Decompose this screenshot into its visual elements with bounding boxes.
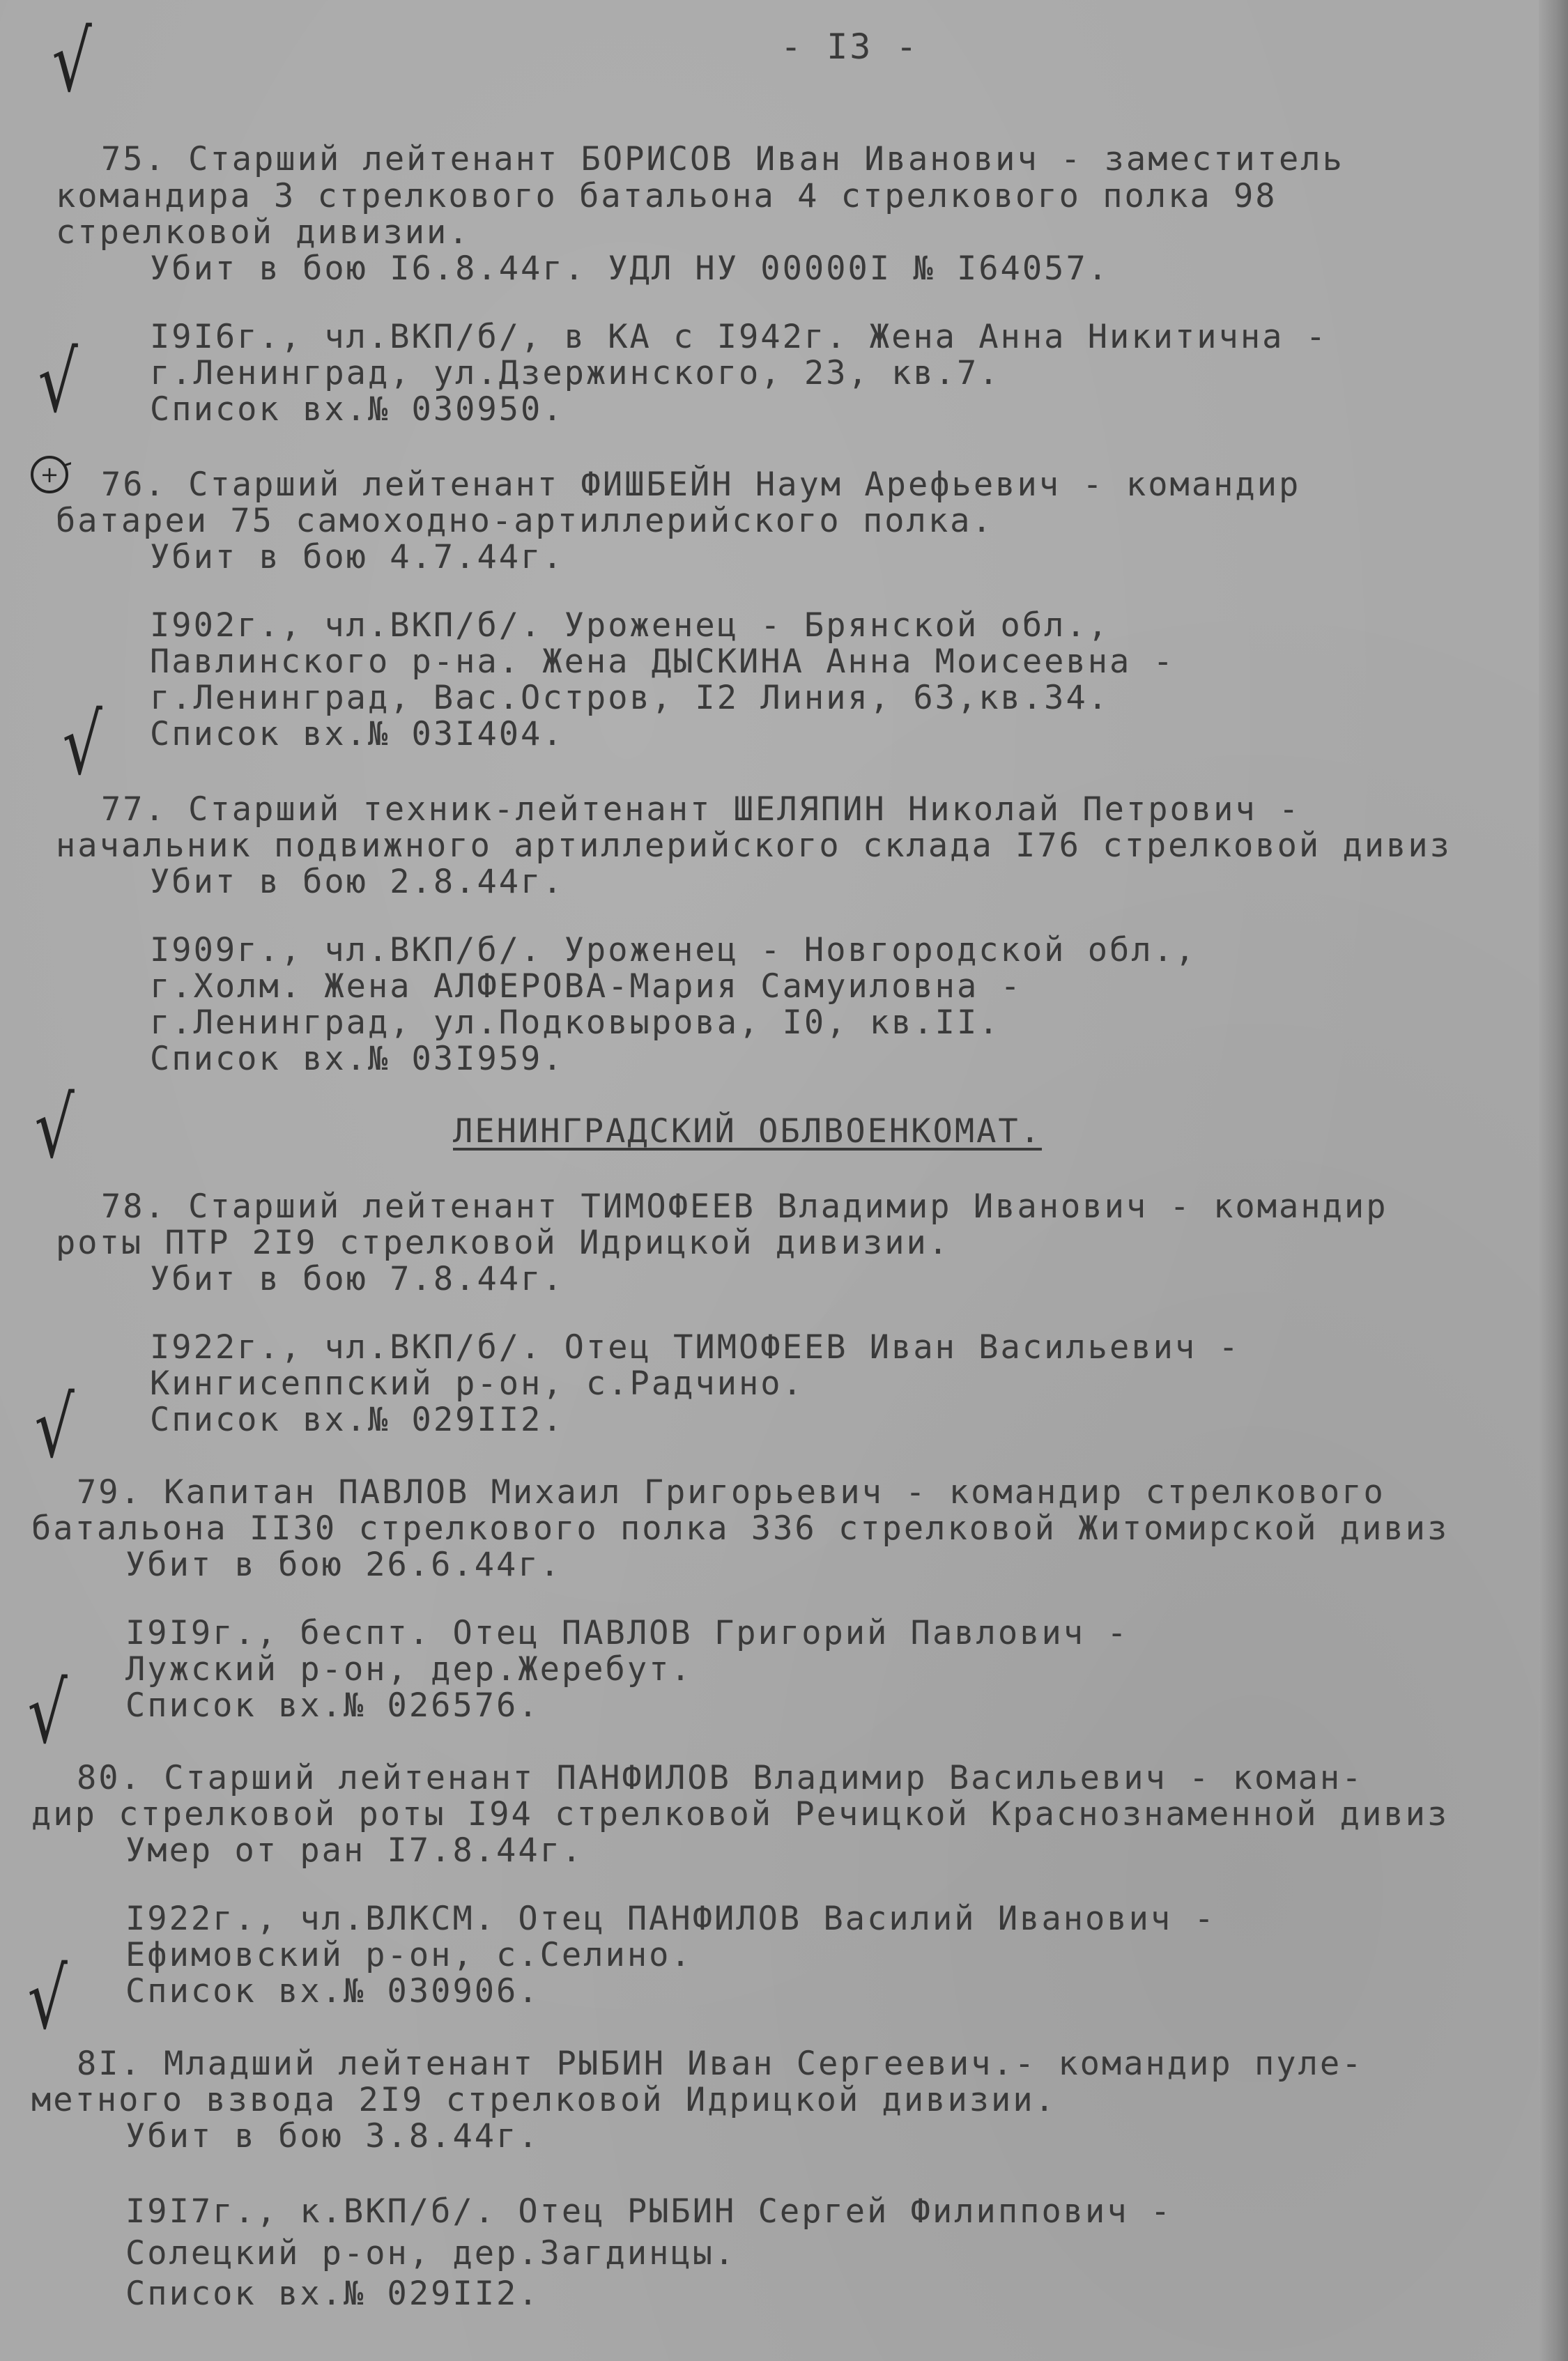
entry-81-detail-3: Список вх.№ 029II2. [125, 2275, 540, 2313]
entry-75-detail-3: Список вх.№ 030950. [150, 390, 564, 429]
entry-76-line-2: батареи 75 самоходно-артиллерийского полка. [56, 502, 994, 540]
entry-76-line-3: Убит в бою 4.7.44г. [150, 538, 564, 576]
page-edge-shadow [1539, 0, 1568, 2361]
entry-79-detail-3: Список вх.№ 026576. [125, 1686, 540, 1725]
entry-76-detail-2: Павлинского р-на. Жена ДЫСКИНА Анна Моисеевна - [150, 643, 1175, 681]
entry-77-line-1: 77. Старший техник-лейтенант ШЕЛЯПИН Николай Петрович - [101, 790, 1301, 829]
entry-79-line-2: батальона II30 стрелкового полка 336 стрелковой Житомирской дивиз [31, 1509, 1450, 1548]
entry-75-detail-2: г.Ленинград, ул.Дзержинского, 23, кв.7. [150, 354, 1001, 392]
entry-79-line-3: Убит в бою 26.6.44г. [125, 1546, 562, 1584]
entry-80-line-1: 80. Старший лейтенант ПАНФИЛОВ Владимир Васильевич - коман- [77, 1759, 1364, 1797]
entry-75-line-1: 75. Старший лейтенант БОРИСОВ Иван Иванович - заместитель [101, 140, 1344, 178]
entry-76-detail-1: I902г., чл.ВКП/б/. Уроженец - Брянской обл., [150, 606, 1110, 645]
entry-78-line-2: роты ПТР 2I9 стрелковой Идрицкой дивизии. [56, 1224, 951, 1262]
entry-77-detail-1: I909г., чл.ВКП/б/. Уроженец - Новгородской обл., [150, 931, 1197, 969]
section-heading: ЛЕНИНГРАДСКИЙ ОБЛВОЕНКОМАТ. [453, 1112, 1043, 1151]
entry-81-detail-2: Солецкий р-он, дер.Загдинцы. [125, 2234, 737, 2272]
entry-77-detail-4: Список вх.№ 03I959. [150, 1040, 564, 1078]
entry-75-detail-1: I9I6г., чл.ВКП/б/, в КА с I942г. Жена Анна Никитична - [150, 318, 1328, 356]
entry-79-detail-2: Лужский р-он, дер.Жеребут. [125, 1650, 693, 1689]
checkmark-icon: √ [38, 334, 78, 431]
checkmark-icon: √ [34, 1380, 75, 1477]
entry-81-detail-1: I9I7г., к.ВКП/б/. Отец РЫБИН Сергей Филиппович - [125, 2192, 1173, 2231]
circled-plus-label: + [40, 461, 59, 488]
entry-80-line-2: дир стрелковой роты I94 стрелковой Речицкой Краснознаменной дивиз [31, 1795, 1450, 1833]
entry-80-detail-3: Список вх.№ 030906. [125, 1972, 540, 2010]
entry-76-detail-4: Список вх.№ 03I404. [150, 715, 564, 753]
checkmark-icon: √ [27, 1666, 68, 1762]
entry-78-line-1: 78. Старший лейтенант ТИМОФЕЕВ Владимир Иванович - командир [101, 1187, 1388, 1226]
entry-79-detail-1: I9I9г., беспт. Отец ПАВЛОВ Григорий Павлович - [125, 1614, 1129, 1652]
entry-80-detail-2: Ефимовский р-он, с.Селино. [125, 1936, 693, 1974]
checkmark-icon: √ [62, 697, 102, 794]
entry-81-line-2: метного взвода 2I9 стрелковой Идрицкой дивизии. [31, 2081, 1056, 2119]
entry-77-detail-3: г.Ленинград, ул.Подковырова, I0, кв.II. [150, 1003, 1001, 1042]
entry-77-detail-2: г.Холм. Жена АЛФЕРОВА-Мария Самуиловна - [150, 967, 1022, 1006]
entry-81-line-1: 8I. Младший лейтенант РЫБИН Иван Сергеевич.- командир пуле- [77, 2045, 1364, 2083]
entry-76-line-1: 76. Старший лейтенант ФИШБЕЙН Наум Арефьевич - командир [101, 466, 1301, 504]
entry-77-line-3: Убит в бою 2.8.44г. [150, 863, 564, 901]
page-number: - I3 - [781, 26, 919, 67]
entry-75-line-2: командира 3 стрелкового батальона 4 стрелкового полка 98 [56, 177, 1277, 215]
entry-78-line-3: Убит в бою 7.8.44г. [150, 1260, 564, 1298]
entry-80-line-3: Умер от ран I7.8.44г. [125, 1831, 584, 1870]
circled-plus-icon [28, 453, 71, 496]
entry-76-detail-3: г.Ленинград, Вас.Остров, I2 Линия, 63,кв.34. [150, 679, 1110, 717]
entry-78-detail-2: Кингисеппский р-он, с.Радчино. [150, 1364, 804, 1403]
checkmark-icon: √ [34, 1080, 75, 1177]
entry-78-detail-1: I922г., чл.ВКП/б/. Отец ТИМОФЕЕВ Иван Васильевич - [150, 1328, 1240, 1367]
entry-77-line-2: начальник подвижного артиллерийского склада I76 стрелковой дивиз [56, 826, 1452, 865]
entry-80-detail-1: I922г., чл.ВЛКСМ. Отец ПАНФИЛОВ Василий Иванович - [125, 1900, 1216, 1938]
checkmark-icon: √ [27, 1951, 68, 2048]
entry-75-line-3: стрелковой дивизии. [56, 213, 470, 252]
entry-81-line-3: Убит в бою 3.8.44г. [125, 2117, 540, 2155]
entry-78-detail-3: Список вх.№ 029II2. [150, 1401, 564, 1439]
checkmark-icon: √ [52, 14, 92, 111]
entry-75-line-4: Убит в бою I6.8.44г. УДЛ НУ 00000I № I64057. [150, 249, 1110, 288]
entry-79-line-1: 79. Капитан ПАВЛОВ Михаил Григорьевич - командир стрелкового [77, 1473, 1385, 1512]
